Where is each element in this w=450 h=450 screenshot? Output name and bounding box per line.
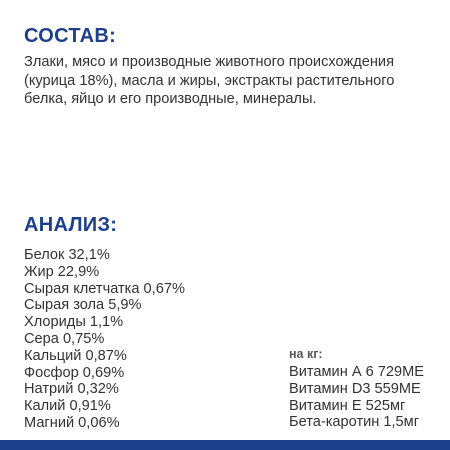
vitamins-title: на кг: bbox=[289, 347, 323, 361]
analysis-item-protein: Белок 32,1% bbox=[24, 247, 110, 263]
vitamins-list bbox=[289, 364, 424, 431]
analysis-item-fat: Жир 22,9% bbox=[24, 263, 100, 280]
analysis-item-calcium: Кальций 0,87% bbox=[24, 347, 127, 364]
vitamin-item-e: Витамин Е 525мг bbox=[289, 397, 406, 414]
analysis-item-sulfur: Сера 0,75% bbox=[24, 330, 105, 347]
vitamin-item-a: Витамин А 6 729МЕ bbox=[289, 364, 425, 380]
vitamin-item-d3: Витамин D3 559МЕ bbox=[289, 380, 421, 397]
analysis-list bbox=[24, 247, 185, 432]
analysis-heading: АНАЛИЗ: bbox=[24, 214, 118, 236]
analysis-item-sodium: Натрий 0,32% bbox=[24, 381, 119, 398]
composition-text: Злаки, мясо и производные животного происхождения (курица 18%), масла и жиры, экстракты растительного белка, яйцо и его производные, минералы. bbox=[24, 54, 395, 107]
vitamins-block bbox=[289, 346, 424, 431]
analysis-item-potassium: Калий 0,91% bbox=[24, 398, 111, 415]
analysis-item-ash: Сырая зола 5,9% bbox=[24, 297, 142, 314]
composition-heading: СОСТАВ: bbox=[24, 25, 117, 47]
bottom-accent-bar bbox=[0, 440, 450, 450]
analysis-item-fiber: Сырая клетчатка 0,67% bbox=[24, 280, 185, 297]
vitamin-item-beta-carotene: Бета-каротин 1,5мг bbox=[289, 414, 420, 431]
analysis-item-magnesium: Магний 0,06% bbox=[24, 414, 120, 431]
analysis-item-chlorides: Хлориды 1,1% bbox=[24, 314, 124, 331]
analysis-item-phosphorus: Фосфор 0,69% bbox=[24, 364, 125, 381]
